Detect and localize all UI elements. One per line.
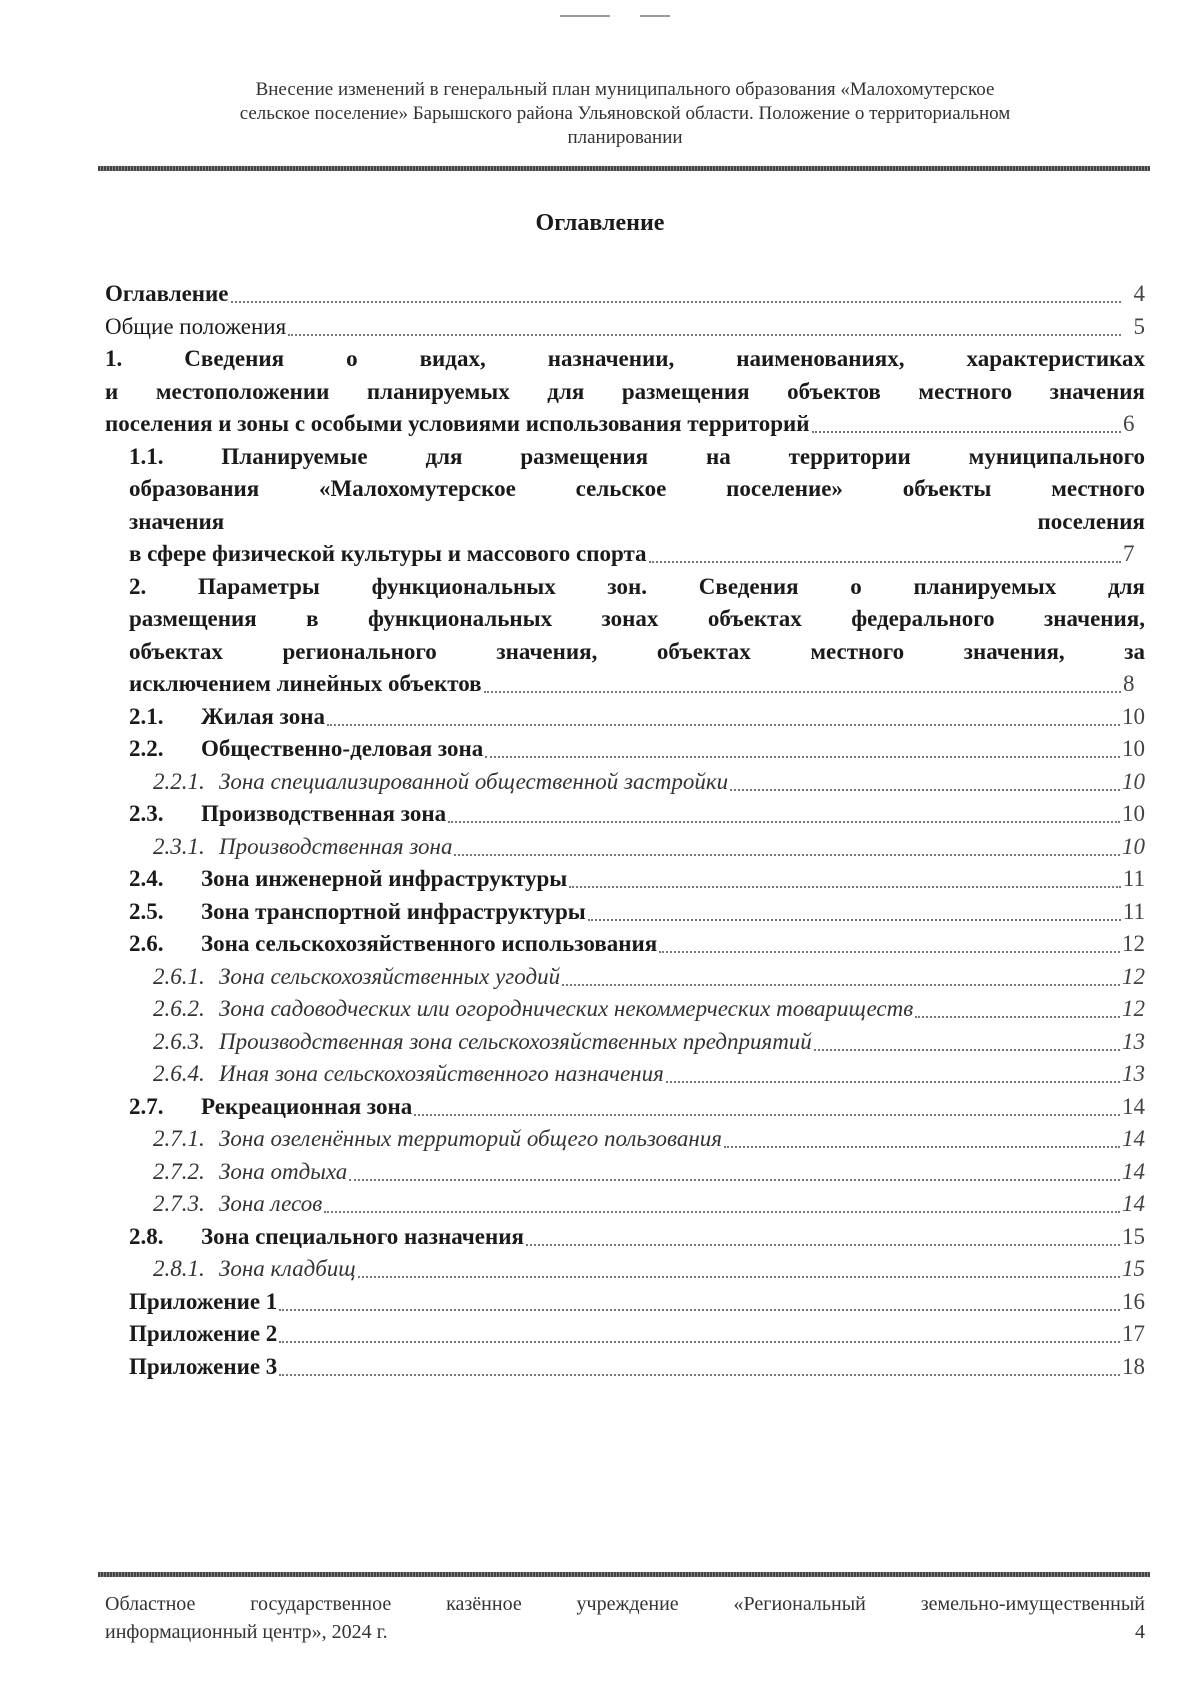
page-number: 4 (1135, 1621, 1145, 1643)
toc-entry-label: Зона лесов (219, 1191, 323, 1216)
toc-entry-number: 2.7.1. (153, 1126, 205, 1151)
dot-leader (324, 1211, 1120, 1213)
dot-leader (485, 756, 1120, 758)
dot-leader (915, 1016, 1120, 1018)
toc-entry-label: образования «Малохомутерское сельское поселение» объекты местного (129, 476, 1145, 501)
running-header (105, 78, 1145, 150)
dot-leader (659, 951, 1120, 953)
toc-entry-page: 10 (1122, 833, 1145, 859)
toc-entry-page: 17 (1122, 1321, 1145, 1346)
toc-entry-page: 12 (1122, 996, 1145, 1021)
toc-entry-label: Приложение 3 (129, 1353, 278, 1379)
toc-entry-label: Жилая зона (201, 703, 325, 729)
toc-entry-number: 2.4. (129, 866, 164, 891)
toc-entry[interactable] (105, 1286, 1145, 1319)
toc-entry-page: 14 (1122, 1191, 1145, 1216)
toc-entry-label: Производственная зона (219, 833, 453, 859)
dot-leader (730, 789, 1120, 791)
toc-entry-label: Зона отдыха (219, 1158, 348, 1184)
toc-entry-label: Оглавление (105, 281, 229, 306)
footer-line: Областное государственное казённое учреждение «Региональный земельно-имущественный (105, 1593, 1145, 1615)
dot-leader (414, 1114, 1120, 1116)
toc-entry-label: Зона транспортной инфраструктуры (201, 898, 586, 924)
toc-entry[interactable] (105, 1058, 1145, 1091)
table-of-contents (105, 278, 1145, 1383)
toc-entry-page: 16 (1122, 1288, 1145, 1314)
toc-entry-label: 1.1. Планируемые для размещения на территории муниципального (129, 443, 1145, 469)
toc-entry-number: 2.3. (129, 801, 164, 826)
toc-entry[interactable] (105, 1026, 1145, 1059)
toc-entry[interactable] (105, 571, 1145, 701)
toc-entry-page: 5 (1133, 313, 1145, 339)
dot-leader (724, 1146, 1120, 1148)
toc-entry-number: 2.6.2. (153, 996, 205, 1021)
toc-entry[interactable] (105, 701, 1145, 734)
dot-leader (588, 919, 1121, 921)
toc-subsection-list (105, 701, 1145, 1384)
toc-entry[interactable] (105, 831, 1145, 864)
toc-entry[interactable] (105, 863, 1145, 896)
toc-entry-label: Общественно-деловая зона (201, 736, 484, 761)
toc-entry[interactable] (105, 1091, 1145, 1124)
toc-entry-label: Иная зона сельскохозяйственного назначения (219, 1061, 664, 1086)
toc-entry-label: объектах регионального значения, объектах местного значения, за (129, 638, 1145, 664)
toc-entry[interactable] (105, 1318, 1145, 1351)
toc-entry-page: 14 (1122, 1093, 1145, 1119)
toc-entry-number: 2.2.1. (153, 768, 205, 794)
footer-line: информационный центр», 2024 г. (105, 1621, 388, 1643)
toc-entry-number: 2.7. (129, 1093, 164, 1119)
toc-entry-label: Зона специализированной общественной застройки (219, 768, 729, 794)
toc-entry-page: 8 (1123, 671, 1135, 696)
toc-entry-label: размещения в функциональных зонах объектах федерального значения, (129, 606, 1145, 631)
dot-leader (649, 561, 1121, 563)
toc-entry-page: 6 (1123, 411, 1135, 436)
toc-entry[interactable] (105, 1156, 1145, 1189)
toc-entry-number: 2.6.4. (153, 1061, 205, 1086)
toc-entry-page: 18 (1122, 1353, 1145, 1379)
toc-entry-number: 2.2. (129, 736, 164, 761)
toc-entry[interactable] (105, 766, 1145, 799)
toc-entry-page: 4 (1133, 281, 1145, 306)
toc-entry-number: 2.3.1. (153, 833, 205, 859)
toc-entry-label: Производственная зона (201, 801, 447, 826)
toc-entry[interactable] (105, 1123, 1145, 1156)
toc-entry-label: и местоположении планируемых для размещения объектов местного значения (105, 378, 1145, 404)
footer-last-line (105, 1618, 1145, 1646)
toc-entry-label: Зона озеленённых территорий общего пользования (219, 1126, 722, 1151)
dot-leader (279, 1374, 1120, 1376)
toc-entry[interactable] (105, 798, 1145, 831)
toc-entry-page: 15 (1122, 1223, 1145, 1249)
toc-entry-number: 2.8.1. (153, 1256, 205, 1281)
toc-entry-label: Зона сельскохозяйственного использования (201, 931, 658, 956)
dot-leader (448, 821, 1120, 823)
toc-entry-label: Производственная зона сельскохозяйственных предприятий (219, 1028, 812, 1054)
toc-entry[interactable] (105, 441, 1145, 571)
toc-entry-page: 10 (1122, 703, 1145, 729)
toc-entry-page: 12 (1122, 931, 1145, 956)
toc-entry[interactable] (105, 1253, 1145, 1286)
scan-marks (560, 4, 700, 6)
dot-leader (279, 1341, 1120, 1343)
dot-leader (349, 1179, 1120, 1181)
toc-entry-number: 2.5. (129, 898, 164, 924)
header-line: Внесение изменений в генеральный план муниципального образования «Малохомутерское (255, 79, 995, 100)
toc-entry-number: 2.8. (129, 1223, 164, 1249)
running-footer (105, 1590, 1145, 1646)
header-line: планировании (567, 127, 683, 148)
toc-entry[interactable] (105, 1351, 1145, 1384)
toc-entry[interactable] (105, 993, 1145, 1026)
dot-leader (814, 1049, 1120, 1051)
toc-title: Оглавление (535, 210, 665, 236)
toc-entry-page: 11 (1122, 866, 1145, 891)
toc-entry-label: Рекреационная зона (201, 1093, 413, 1119)
toc-entry-page: 7 (1123, 541, 1135, 566)
toc-entry-label: Общие положения (105, 313, 287, 339)
dot-leader (562, 984, 1120, 986)
toc-entry-label: в сфере физической культуры и массового спорта (129, 541, 647, 566)
dot-leader (812, 431, 1122, 433)
toc-entry-page: 10 (1122, 801, 1145, 826)
dot-leader (526, 1244, 1120, 1246)
toc-entry-label: Зона специального назначения (201, 1223, 524, 1249)
toc-entry[interactable] (105, 343, 1145, 441)
header-line: сельское поселение» Барышского района Ульяновской области. Положение о территориальном (239, 103, 1011, 124)
toc-entry-label: Приложение 1 (129, 1288, 278, 1314)
toc-entry-last-line (129, 668, 1145, 701)
toc-entry-page: 15 (1122, 1256, 1145, 1281)
toc-entry-label: Приложение 2 (129, 1321, 278, 1346)
toc-entry-number: 2.6. (129, 931, 164, 956)
toc-entry-page: 14 (1122, 1126, 1145, 1151)
dot-leader (231, 301, 1121, 303)
toc-entry-last-line (129, 538, 1145, 571)
dot-leader (358, 1276, 1120, 1278)
toc-entry-label: поселения (1037, 508, 1145, 534)
dot-leader (569, 886, 1121, 888)
toc-entry-page: 10 (1122, 736, 1145, 761)
toc-entry-number: 2.6.1. (153, 963, 205, 989)
toc-entry-label: Зона сельскохозяйственных угодий (219, 963, 561, 989)
dot-leader (279, 1309, 1120, 1311)
toc-entry-number: 2.1. (129, 703, 164, 729)
toc-entry-number: 2.7.2. (153, 1158, 205, 1184)
dot-leader (288, 334, 1121, 336)
dot-leader (327, 724, 1120, 726)
toc-entry[interactable] (105, 896, 1145, 929)
toc-entry-last-line (105, 408, 1145, 441)
toc-entry-label: исключением линейных объектов (129, 671, 482, 696)
toc-entry-page: 13 (1122, 1061, 1145, 1086)
toc-entry-label: Зона садоводческих или огороднических некоммерческих товариществ (219, 996, 914, 1021)
footer-divider (98, 1572, 1150, 1577)
toc-entry-label: 1. Сведения о видах, назначении, наименованиях, характеристиках (105, 346, 1145, 371)
toc-entry-label: Зона кладбищ (219, 1256, 356, 1281)
toc-entry-label: Зона инженерной инфраструктуры (201, 866, 568, 891)
toc-entry-page: 13 (1122, 1028, 1145, 1054)
toc-entry[interactable] (105, 311, 1145, 344)
toc-entry[interactable] (105, 278, 1145, 311)
toc-entry-number: 2.6.3. (153, 1028, 205, 1054)
toc-entry-label: поселения и зоны с особыми условиями использования территорий (105, 411, 810, 436)
toc-entry[interactable] (105, 928, 1145, 961)
toc-entry-number: 2.7.3. (153, 1191, 205, 1216)
dot-leader (454, 854, 1120, 856)
toc-entry-label: 2. Параметры функциональных зон. Сведения о планируемых для (129, 573, 1145, 599)
toc-entry-page: 11 (1122, 898, 1145, 924)
toc-entry[interactable] (105, 1188, 1145, 1221)
toc-entry-label: значения (129, 508, 225, 534)
toc-entry-split-line (129, 506, 1145, 539)
toc-entry-page: 10 (1122, 768, 1145, 794)
dot-leader (484, 691, 1121, 693)
toc-entry-page: 14 (1122, 1158, 1145, 1184)
dot-leader (666, 1081, 1120, 1083)
toc-entry[interactable] (105, 961, 1145, 994)
toc-entry[interactable] (105, 733, 1145, 766)
toc-entry-page: 12 (1122, 963, 1145, 989)
header-divider (98, 166, 1150, 171)
toc-entry[interactable] (105, 1221, 1145, 1254)
